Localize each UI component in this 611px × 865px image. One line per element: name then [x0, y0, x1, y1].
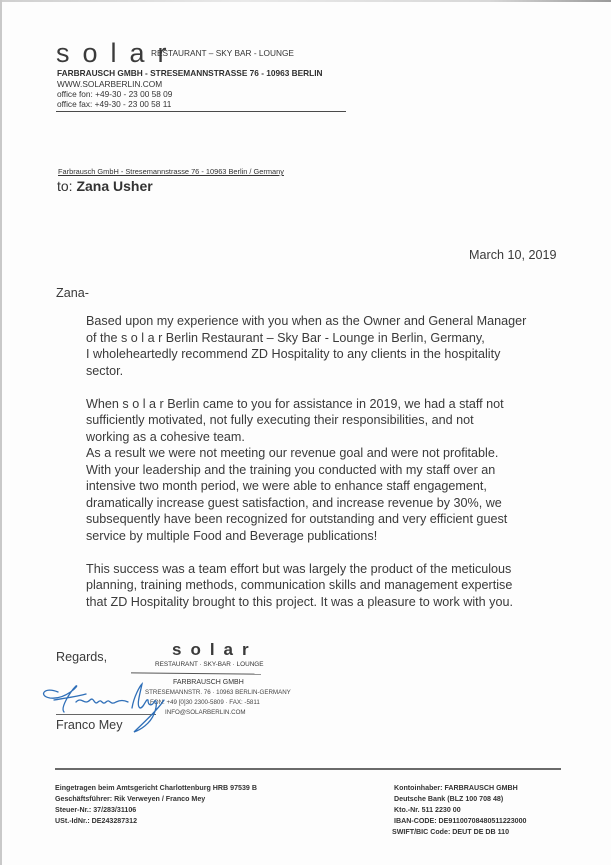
footer-line: Steuer-Nr.: 37/283/31106 — [55, 806, 137, 814]
letterhead-fax: office fax: +49-30 - 23 00 58 11 — [57, 99, 172, 109]
body-line: sector. — [86, 363, 124, 378]
footer-line: Kto.-Nr. 511 2230 00 — [394, 806, 461, 814]
footer-line: IBAN-CODE: DE91100708480511223000 — [394, 817, 527, 825]
stamp-phone: FON: +49 [0]30 2300-5809 · FAX: -5811 — [150, 699, 260, 706]
footer-divider — [55, 768, 561, 770]
sender-return-address: Farbrausch GmbH - Stresemannstrasse 76 - 10963 Berlin / Germany — [58, 167, 284, 176]
body-line: With your leadership and the training you conducted with my staff over an — [86, 462, 496, 477]
footer-line: Eingetragen beim Amtsgericht Charlottenburg HRB 97539 B — [55, 784, 257, 792]
stamp-email: INFO@SOLARBERLIN.COM — [165, 709, 246, 716]
letter-body — [86, 313, 586, 610]
letterhead-phone: office fon: +49-30 - 23 00 58 09 — [57, 89, 173, 99]
paragraph-gap — [86, 544, 586, 561]
body-line: that ZD Hospitality brought to this project. It was a pleasure to work with you. — [86, 594, 513, 609]
body-line: As a result we were not meeting our revenue goal and were not profitable. — [86, 446, 499, 460]
recipient-prefix: to: — [57, 178, 77, 194]
footer-line: Deutsche Bank (BLZ 100 708 48) — [394, 795, 504, 803]
recipient-line — [57, 178, 153, 194]
closing-regards: Regards, — [56, 650, 108, 664]
stamp-address: STRESEMANNSTR. 76 · 10963 BERLIN-GERMANY — [145, 689, 291, 696]
page-edge-left — [0, 0, 2, 865]
body-line: subsequently have been recognized for outstanding and very efficient guest — [86, 512, 508, 526]
stamp-tagline: RESTAURANT · SKY-BAR · LOUNGE — [155, 661, 264, 668]
salutation: Zana- — [56, 286, 89, 300]
body-line: sufficiently motivated, not fully executing their responsibilities, and not — [86, 413, 474, 427]
body-line: working as a cohesive team. — [86, 429, 245, 444]
footer-line: SWIFT/BIC Code: DEUT DE DB 110 — [392, 828, 510, 836]
letterhead-divider — [56, 111, 346, 112]
footer-line: USt.-IdNr.: DE243287312 — [55, 817, 138, 825]
body-line: I wholeheartedly recommend ZD Hospitality to any clients in the hospitality — [86, 347, 501, 361]
body-line: intensive two month period, we were able to enhance staff engagement, — [86, 479, 487, 493]
stamp-logo: solar — [172, 640, 258, 659]
letter-date: March 10, 2019 — [469, 248, 557, 262]
paragraph-gap — [86, 379, 586, 396]
page-edge-top — [0, 0, 611, 2]
body-line: When s o l a r Berlin came to you for assistance in 2019, we had a staff not — [86, 396, 504, 411]
body-line: planning, training methods, communication skills and management expertise — [86, 578, 513, 592]
solar-logo: solar — [56, 38, 180, 68]
footer-line: Kontoinhaber: FARBRAUSCH GMBH — [394, 784, 518, 792]
body-line: Based upon my experience with you when as the Owner and General Manager — [86, 314, 527, 328]
letterhead-company-address: FARBRAUSCH GMBH - STRESEMANNSTRASSE 76 - 10963 BERLIN — [57, 68, 323, 78]
letterhead-website: WWW.SOLARBERLIN.COM — [57, 79, 163, 89]
body-line: dramatically increase guest satisfaction, and increase revenue by 30%, we — [86, 495, 502, 510]
footer-line: Geschäftsführer: Rik Verweyen / Franco Mey — [55, 795, 206, 803]
body-line: of the s o l a r Berlin Restaurant – Sky Bar - Lounge in Berlin, Germany, — [86, 330, 485, 345]
body-line: This success was a team effort but was largely the product of the meticulous — [86, 561, 512, 576]
letterhead-tagline: RESTAURANT – SKY BAR - LOUNGE — [151, 48, 294, 58]
body-line: service by multiple Food and Beverage publications! — [86, 528, 378, 543]
recipient-name: Zana Usher — [76, 178, 153, 194]
signer-name: Franco Mey — [56, 718, 123, 732]
stamp-company: FARBRAUSCH GMBH — [173, 679, 244, 686]
